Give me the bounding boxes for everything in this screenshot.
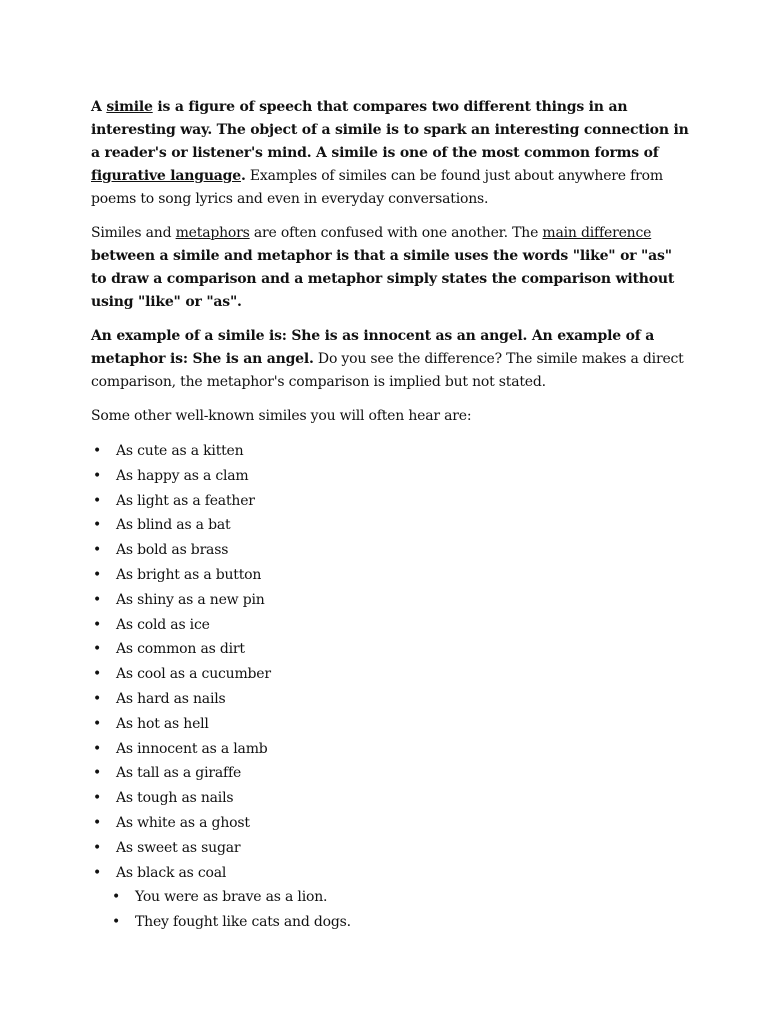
metaphors-link[interactable]: metaphors (175, 225, 250, 241)
list-item: • As cool as a cucumber (91, 662, 691, 687)
difference-text-1: Similes and (91, 225, 176, 241)
list-item: • As shiny as a new pin (91, 588, 691, 613)
intro-text-2: is a figure of speech that compares two different things in an interesting way. The object of a simile is to spark an interesting connection in a reader's or listener's mind. A simile is one of the most common forms of (91, 99, 689, 161)
similes-list (91, 439, 691, 885)
list-item: • As cute as a kitten (91, 439, 691, 464)
sentence-examples-list (91, 885, 691, 935)
list-item: • As light as a feather (91, 489, 691, 514)
list-item: • As bright as a button (91, 563, 691, 588)
difference-text-3: between a simile and metaphor is that a simile uses the words "like" or "as" to draw a comparison and a metaphor simply states the comparison without using "like" or "as". (91, 248, 675, 310)
example-text-plain: Do you see the difference? The simile makes a direct comparison, the metaphor's comparison is implied but not stated. (91, 351, 684, 390)
difference-paragraph (91, 222, 691, 314)
simile-link[interactable]: simile (106, 99, 153, 115)
document-body (91, 96, 691, 935)
list-item: • As sweet as sugar (91, 836, 691, 861)
list-item: • As hard as nails (91, 687, 691, 712)
list-item: • As common as dirt (91, 637, 691, 662)
sub-list-item: • They fought like cats and dogs. (91, 910, 691, 935)
list-item: • As tough as nails (91, 786, 691, 811)
sub-list-item: • You were as brave as a lion. (91, 885, 691, 910)
intro-text-4: Examples of similes can be found just about anywhere from poems to song lyrics and even in everyday conversations. (91, 168, 663, 207)
list-item: • As black as coal (91, 861, 691, 886)
intro-text-1: A (91, 99, 107, 115)
intro-text-3: . (240, 168, 246, 184)
list-item: • As cold as ice (91, 613, 691, 638)
list-item: • As bold as brass (91, 538, 691, 563)
list-item: • As hot as hell (91, 712, 691, 737)
list-item: • As tall as a giraffe (91, 761, 691, 786)
figurative-language-link[interactable]: figurative language (91, 168, 241, 184)
main-difference-link[interactable]: main difference (542, 225, 652, 241)
list-item: • As blind as a bat (91, 513, 691, 538)
list-item: • As white as a ghost (91, 811, 691, 836)
difference-text-2: are often confused with one another. The (249, 225, 543, 241)
list-intro: Some other well-known similes you will often hear are: (91, 408, 472, 424)
list-item: • As innocent as a lamb (91, 737, 691, 762)
example-text-bold: An example of a simile is: She is as innocent as an angel. An example of a metaphor is: She is an angel. (91, 328, 655, 367)
intro-paragraph (91, 96, 691, 211)
example-paragraph (91, 325, 691, 394)
list-item: • As happy as a clam (91, 464, 691, 489)
